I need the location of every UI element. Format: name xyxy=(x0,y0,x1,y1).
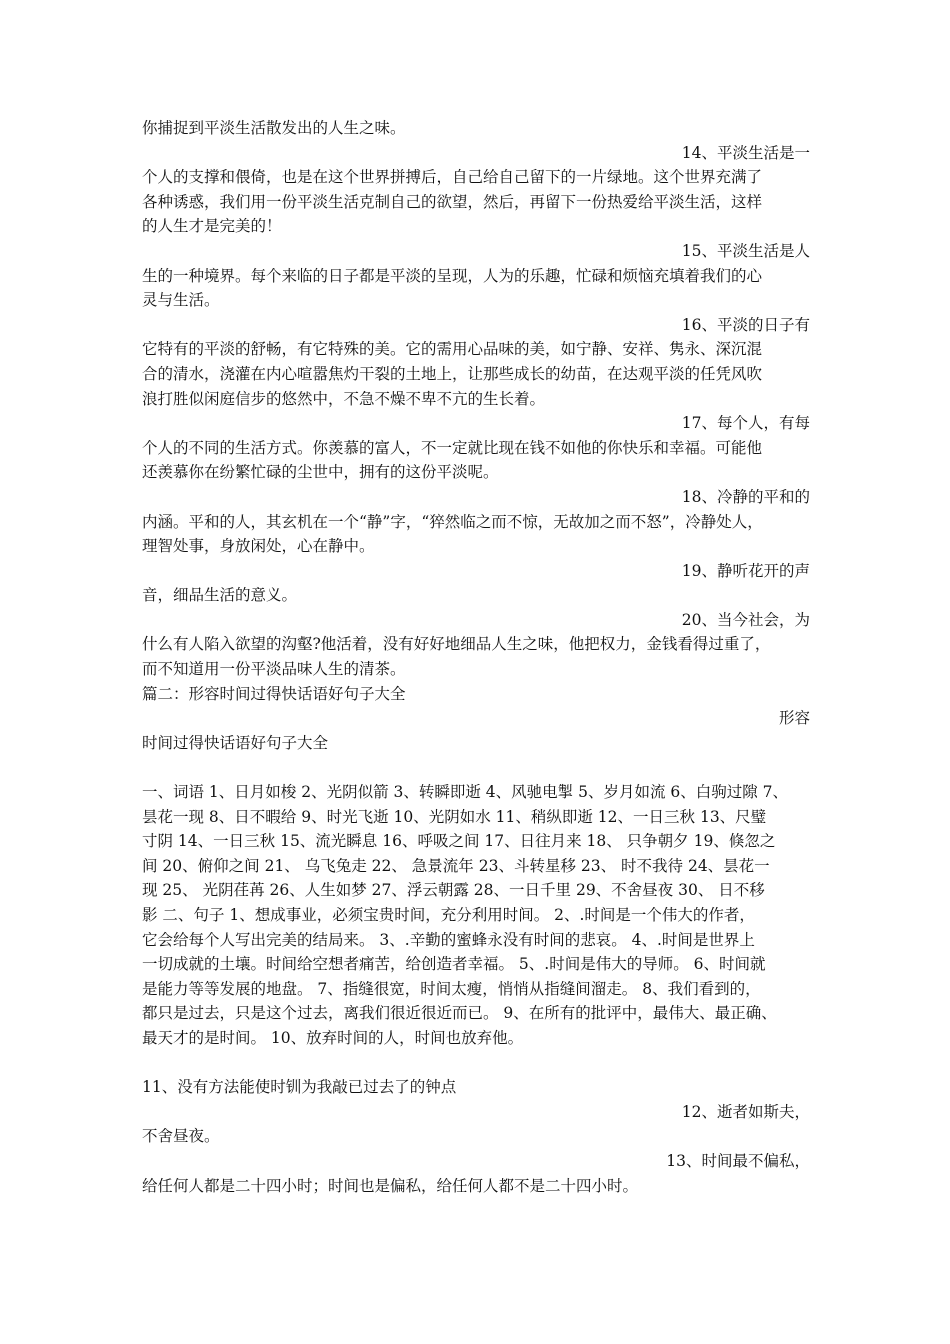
text-line: 灵与生活。 xyxy=(142,291,220,310)
text-line: 还羡慕你在纷繁忙碌的尘世中，拥有的这份平淡呢。 xyxy=(142,463,499,482)
paragraph-start-line: 20、当今社会，为 xyxy=(681,610,810,629)
text-line: 音，细品生活的意义。 xyxy=(142,586,298,605)
paragraph-start-line: 14、平淡生活是一 xyxy=(681,143,810,162)
text-line: 一切成就的土壤。时间给空想者痛苦，给创造者幸福。 5、.时间是伟大的导师。 6、时间就 xyxy=(142,955,766,974)
blank-line xyxy=(142,755,810,780)
document-body xyxy=(142,116,810,1198)
text-line: 间 20、俯仰之间 21、 乌飞兔走 22、 急景流年 23、斗转星移 23、 时不我待 24、昙花一 xyxy=(142,856,770,875)
paragraph-start-line: 16、平淡的日子有 xyxy=(681,315,810,334)
text-line: 11、没有方法能使时钏为我敲已过去了的钟点 xyxy=(142,1078,457,1097)
paragraph-start-line: 13、时间最不偏私， xyxy=(666,1151,810,1170)
paragraph-start-line: 17、每个人，有每 xyxy=(681,414,810,433)
text-line: 个人的不同的生活方式。你羡慕的富人，不一定就比现在钱不如他的你快乐和幸福。可能他 xyxy=(142,438,763,457)
text-line: 生的一种境界。每个来临的日子都是平淡的呈现，人为的乐趣，忙碌和烦恼充填着我们的心 xyxy=(142,266,763,285)
text-line: 个人的支撑和偎倚，也是在这个世界拼搏后，自己给自己留下的一片绿地。这个世界充满了 xyxy=(142,168,763,187)
text-line: 内涵。平和的人，其玄机在一个“静”字，“猝然临之而不惊，无故加之而不怒”，冷静处人， xyxy=(142,512,763,531)
text-line: 现 25、 光阴荏苒 26、人生如梦 27、浮云朝露 28、一日千里 29、不舍昼夜 30、 日不移 xyxy=(142,881,765,900)
paragraph-start-line: 15、平淡生活是人 xyxy=(681,241,810,260)
text-line: 昙花一现 8、日不暇给 9、时光飞逝 10、光阴如水 11、稍纵即逝 12、一日三秋 13、尺璧 xyxy=(142,807,767,826)
text-line: 是能力等等发展的地盘。 7、指缝很宽，时间太瘦，悄悄从指缝间溜走。 8、我们看到的， xyxy=(142,979,761,998)
blank-line xyxy=(142,1051,810,1076)
paragraph-start-line: 形容 xyxy=(778,709,810,728)
text-line: 影 二、句子 1、想成事业，必须宝贵时间，充分利用时间。 2、.时间是一个伟大的作者， xyxy=(142,906,755,924)
text-line: 它特有的平淡的舒畅，有它特殊的美。它的需用心品味的美，如宁静、安祥、隽永、深沉混 xyxy=(142,340,763,359)
paragraph-start-line: 12、逝者如斯夫， xyxy=(681,1102,810,1121)
text-line: 理智处事，身放闲处，心在静中。 xyxy=(142,537,375,556)
text-line: 寸阴 14、一日三秋 15、流光瞬息 16、呼吸之间 17、日往月来 18、 只争朝夕 19、倏忽之 xyxy=(142,832,776,851)
text-line: 浪打胜似闲庭信步的悠然中，不急不燥不卑不亢的生长着。 xyxy=(142,389,546,408)
text-line: 给任何人都是二十四小时；时间也是偏私，给任何人都不是二十四小时。 xyxy=(142,1176,639,1195)
paragraph-start-line: 19、静听花开的声 xyxy=(681,561,810,580)
text-line: 你捕捉到平淡生活散发出的人生之味。 xyxy=(142,119,406,137)
text-line: 什么有人陷入欲望的沟壑?他活着，没有好好地细品人生之味，他把权力，金钱看得过重了， xyxy=(142,635,771,654)
text-line: 时间过得快话语好句子大全 xyxy=(142,733,329,752)
text-line: 篇二：形容时间过得快话语好句子大全 xyxy=(142,684,406,703)
text-line: 一、词语 1、日月如梭 2、光阴似箭 3、转瞬即逝 4、风驰电掣 5、岁月如流 6、白驹过隙 7、 xyxy=(142,783,789,802)
text-line: 合的清水，浇灌在内心喧嚣焦灼干裂的土地上，让那些成长的幼苗，在达观平淡的任凭风吹 xyxy=(142,364,763,383)
paragraph-start-line: 18、冷静的平和的 xyxy=(681,487,810,506)
text-line: 的人生才是完美的！ xyxy=(142,217,282,236)
text-line: 不舍昼夜。 xyxy=(142,1127,220,1146)
text-line: 最天才的是时间。 10、放弃时间的人，时间也放弃他。 xyxy=(142,1028,524,1047)
text-line: 而不知道用一份平淡品味人生的清茶。 xyxy=(142,660,406,679)
text-line: 都只是过去，只是这个过去，离我们很近很近而已。 9、在所有的批评中，最伟大、最正确、 xyxy=(142,1004,777,1023)
text-line: 各种诱惑，我们用一份平淡生活克制自己的欲望，然后，再留下一份热爱给平淡生活，这样 xyxy=(142,192,763,211)
text-line: 它会给每个人写出完美的结局来。 3、.辛勤的蜜蜂永没有时间的悲哀。 4、.时间是世界上 xyxy=(142,930,755,949)
